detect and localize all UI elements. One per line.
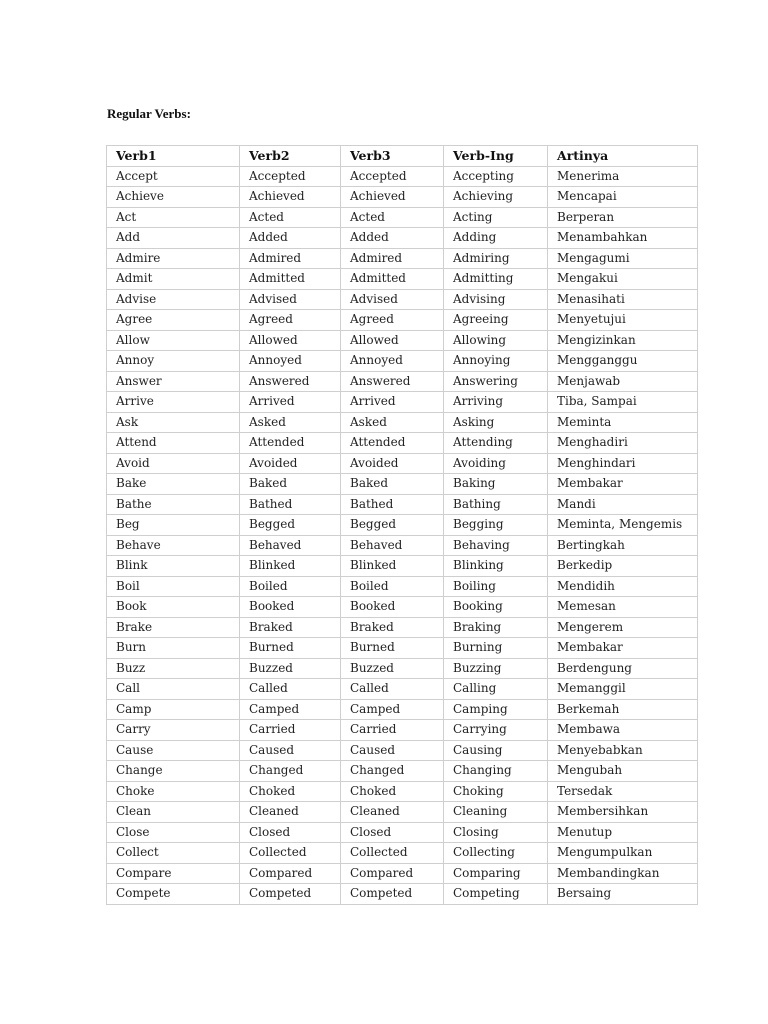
cell-verb3: Advised: [341, 289, 444, 310]
cell-verb2: Buzzed: [240, 658, 341, 679]
table-row: [107, 248, 698, 269]
cell-verb-ing: Acting: [444, 207, 548, 228]
cell-verb1: Book: [107, 597, 240, 618]
table-row: [107, 617, 698, 638]
cell-verb3: Added: [341, 228, 444, 249]
cell-artinya: Membawa: [548, 720, 698, 741]
table-row: [107, 207, 698, 228]
cell-verb1: Buzz: [107, 658, 240, 679]
cell-artinya: Menjawab: [548, 371, 698, 392]
cell-verb3: Accepted: [341, 166, 444, 187]
cell-artinya: Menghadiri: [548, 433, 698, 454]
table-row: [107, 884, 698, 905]
cell-verb1: Clean: [107, 802, 240, 823]
cell-verb1: Compare: [107, 863, 240, 884]
column-header-artinya: Artinya: [548, 146, 698, 167]
cell-verb1: Compete: [107, 884, 240, 905]
column-header-verb-ing: Verb-Ing: [444, 146, 548, 167]
table-row: [107, 720, 698, 741]
cell-verb-ing: Buzzing: [444, 658, 548, 679]
cell-verb-ing: Camping: [444, 699, 548, 720]
cell-verb3: Acted: [341, 207, 444, 228]
table-row: [107, 515, 698, 536]
cell-artinya: Membandingkan: [548, 863, 698, 884]
cell-verb-ing: Accepting: [444, 166, 548, 187]
cell-verb1: Carry: [107, 720, 240, 741]
table-row: [107, 679, 698, 700]
cell-verb2: Carried: [240, 720, 341, 741]
table-row: [107, 474, 698, 495]
cell-verb2: Camped: [240, 699, 341, 720]
cell-artinya: Meminta, Mengemis: [548, 515, 698, 536]
cell-verb3: Annoyed: [341, 351, 444, 372]
cell-artinya: Membakar: [548, 638, 698, 659]
cell-verb-ing: Baking: [444, 474, 548, 495]
cell-verb1: Behave: [107, 535, 240, 556]
cell-verb1: Advise: [107, 289, 240, 310]
cell-verb-ing: Begging: [444, 515, 548, 536]
cell-artinya: Meminta: [548, 412, 698, 433]
cell-verb-ing: Admitting: [444, 269, 548, 290]
cell-artinya: Menghindari: [548, 453, 698, 474]
cell-verb1: Answer: [107, 371, 240, 392]
cell-verb-ing: Comparing: [444, 863, 548, 884]
cell-verb2: Answered: [240, 371, 341, 392]
cell-verb2: Accepted: [240, 166, 341, 187]
cell-verb3: Begged: [341, 515, 444, 536]
cell-verb3: Attended: [341, 433, 444, 454]
table-row: [107, 412, 698, 433]
table-row: [107, 330, 698, 351]
cell-verb1: Admit: [107, 269, 240, 290]
cell-verb-ing: Causing: [444, 740, 548, 761]
table-row: [107, 166, 698, 187]
cell-verb-ing: Competing: [444, 884, 548, 905]
cell-verb3: Arrived: [341, 392, 444, 413]
table-row: [107, 699, 698, 720]
cell-verb3: Compared: [341, 863, 444, 884]
cell-verb1: Avoid: [107, 453, 240, 474]
cell-verb1: Choke: [107, 781, 240, 802]
cell-verb-ing: Blinking: [444, 556, 548, 577]
cell-verb3: Braked: [341, 617, 444, 638]
cell-verb1: Bake: [107, 474, 240, 495]
cell-verb-ing: Asking: [444, 412, 548, 433]
cell-verb2: Begged: [240, 515, 341, 536]
table-header: [107, 146, 698, 167]
cell-verb1: Close: [107, 822, 240, 843]
cell-artinya: Mandi: [548, 494, 698, 515]
cell-verb3: Caused: [341, 740, 444, 761]
cell-artinya: Menyetujui: [548, 310, 698, 331]
table-row: [107, 556, 698, 577]
cell-verb3: Cleaned: [341, 802, 444, 823]
cell-verb2: Choked: [240, 781, 341, 802]
cell-artinya: Mengubah: [548, 761, 698, 782]
document-heading: Regular Verbs:: [107, 106, 191, 121]
cell-verb1: Call: [107, 679, 240, 700]
cell-verb3: Baked: [341, 474, 444, 495]
cell-verb1: Boil: [107, 576, 240, 597]
cell-verb1: Brake: [107, 617, 240, 638]
cell-verb-ing: Collecting: [444, 843, 548, 864]
table-body: [107, 166, 698, 904]
cell-verb2: Collected: [240, 843, 341, 864]
cell-verb-ing: Closing: [444, 822, 548, 843]
cell-verb2: Closed: [240, 822, 341, 843]
cell-artinya: Berkemah: [548, 699, 698, 720]
table-header-row: [107, 146, 698, 167]
cell-verb1: Add: [107, 228, 240, 249]
cell-artinya: Memesan: [548, 597, 698, 618]
cell-artinya: Mengagumi: [548, 248, 698, 269]
cell-verb2: Attended: [240, 433, 341, 454]
cell-verb2: Arrived: [240, 392, 341, 413]
cell-verb-ing: Burning: [444, 638, 548, 659]
cell-artinya: Berperan: [548, 207, 698, 228]
cell-verb2: Blinked: [240, 556, 341, 577]
column-header-verb1: Verb1: [107, 146, 240, 167]
cell-artinya: Menasihati: [548, 289, 698, 310]
cell-verb3: Buzzed: [341, 658, 444, 679]
cell-verb3: Closed: [341, 822, 444, 843]
table-row: [107, 535, 698, 556]
cell-verb3: Bathed: [341, 494, 444, 515]
table-row: [107, 658, 698, 679]
cell-verb-ing: Answering: [444, 371, 548, 392]
cell-verb-ing: Achieving: [444, 187, 548, 208]
cell-verb3: Admitted: [341, 269, 444, 290]
cell-artinya: Bertingkah: [548, 535, 698, 556]
table-row: [107, 289, 698, 310]
table-row: [107, 392, 698, 413]
cell-verb-ing: Annoying: [444, 351, 548, 372]
cell-verb1: Attend: [107, 433, 240, 454]
cell-artinya: Menerima: [548, 166, 698, 187]
cell-verb2: Burned: [240, 638, 341, 659]
verbs-table: [106, 145, 698, 905]
cell-verb-ing: Bathing: [444, 494, 548, 515]
cell-verb-ing: Attending: [444, 433, 548, 454]
cell-verb1: Allow: [107, 330, 240, 351]
cell-artinya: Mengganggu: [548, 351, 698, 372]
cell-verb-ing: Booking: [444, 597, 548, 618]
cell-verb2: Allowed: [240, 330, 341, 351]
cell-artinya: Mencapai: [548, 187, 698, 208]
cell-verb-ing: Changing: [444, 761, 548, 782]
cell-verb-ing: Admiring: [444, 248, 548, 269]
cell-artinya: Mengakui: [548, 269, 698, 290]
table-row: [107, 822, 698, 843]
cell-artinya: Menambahkan: [548, 228, 698, 249]
table-row: [107, 351, 698, 372]
table-row: [107, 597, 698, 618]
cell-verb-ing: Allowing: [444, 330, 548, 351]
cell-verb2: Agreed: [240, 310, 341, 331]
cell-verb3: Changed: [341, 761, 444, 782]
cell-verb2: Bathed: [240, 494, 341, 515]
cell-verb-ing: Agreeing: [444, 310, 548, 331]
cell-verb2: Admitted: [240, 269, 341, 290]
cell-verb2: Baked: [240, 474, 341, 495]
cell-verb1: Annoy: [107, 351, 240, 372]
cell-verb2: Added: [240, 228, 341, 249]
cell-verb-ing: Boiling: [444, 576, 548, 597]
cell-verb2: Annoyed: [240, 351, 341, 372]
cell-verb1: Ask: [107, 412, 240, 433]
cell-verb-ing: Calling: [444, 679, 548, 700]
column-header-verb3: Verb3: [341, 146, 444, 167]
cell-verb3: Achieved: [341, 187, 444, 208]
cell-verb1: Beg: [107, 515, 240, 536]
cell-verb3: Answered: [341, 371, 444, 392]
cell-verb2: Called: [240, 679, 341, 700]
cell-verb1: Agree: [107, 310, 240, 331]
cell-verb2: Braked: [240, 617, 341, 638]
cell-verb3: Asked: [341, 412, 444, 433]
cell-artinya: Bersaing: [548, 884, 698, 905]
table-row: [107, 843, 698, 864]
table-row: [107, 494, 698, 515]
cell-artinya: Mengumpulkan: [548, 843, 698, 864]
table-row: [107, 187, 698, 208]
cell-verb2: Changed: [240, 761, 341, 782]
cell-artinya: Membakar: [548, 474, 698, 495]
cell-verb-ing: Adding: [444, 228, 548, 249]
cell-verb-ing: Carrying: [444, 720, 548, 741]
cell-verb2: Asked: [240, 412, 341, 433]
cell-verb-ing: Avoiding: [444, 453, 548, 474]
cell-verb2: Admired: [240, 248, 341, 269]
cell-verb2: Cleaned: [240, 802, 341, 823]
table-row: [107, 781, 698, 802]
cell-verb3: Burned: [341, 638, 444, 659]
cell-verb3: Agreed: [341, 310, 444, 331]
cell-verb-ing: Advising: [444, 289, 548, 310]
cell-artinya: Berkedip: [548, 556, 698, 577]
cell-verb2: Advised: [240, 289, 341, 310]
cell-verb2: Behaved: [240, 535, 341, 556]
cell-verb2: Boiled: [240, 576, 341, 597]
cell-verb-ing: Choking: [444, 781, 548, 802]
cell-verb1: Act: [107, 207, 240, 228]
table-row: [107, 863, 698, 884]
table-row: [107, 761, 698, 782]
cell-verb3: Carried: [341, 720, 444, 741]
table-row: [107, 269, 698, 290]
cell-verb2: Caused: [240, 740, 341, 761]
cell-verb1: Burn: [107, 638, 240, 659]
table-row: [107, 310, 698, 331]
cell-verb3: Allowed: [341, 330, 444, 351]
cell-verb-ing: Arriving: [444, 392, 548, 413]
cell-verb-ing: Braking: [444, 617, 548, 638]
cell-verb3: Avoided: [341, 453, 444, 474]
cell-artinya: Menyebabkan: [548, 740, 698, 761]
cell-verb1: Camp: [107, 699, 240, 720]
cell-artinya: Memanggil: [548, 679, 698, 700]
cell-artinya: Tersedak: [548, 781, 698, 802]
cell-verb3: Called: [341, 679, 444, 700]
cell-verb3: Choked: [341, 781, 444, 802]
cell-verb1: Achieve: [107, 187, 240, 208]
cell-verb3: Competed: [341, 884, 444, 905]
cell-verb2: Achieved: [240, 187, 341, 208]
cell-verb1: Collect: [107, 843, 240, 864]
cell-artinya: Mengerem: [548, 617, 698, 638]
cell-verb1: Cause: [107, 740, 240, 761]
cell-verb2: Avoided: [240, 453, 341, 474]
cell-verb3: Behaved: [341, 535, 444, 556]
cell-verb2: Competed: [240, 884, 341, 905]
cell-artinya: Berdengung: [548, 658, 698, 679]
cell-verb3: Booked: [341, 597, 444, 618]
cell-verb1: Admire: [107, 248, 240, 269]
table-row: [107, 638, 698, 659]
cell-verb-ing: Cleaning: [444, 802, 548, 823]
cell-verb2: Compared: [240, 863, 341, 884]
cell-verb3: Boiled: [341, 576, 444, 597]
table-row: [107, 228, 698, 249]
table-row: [107, 433, 698, 454]
cell-artinya: Mengizinkan: [548, 330, 698, 351]
table-row: [107, 740, 698, 761]
table-row: [107, 453, 698, 474]
cell-artinya: Tiba, Sampai: [548, 392, 698, 413]
cell-verb1: Blink: [107, 556, 240, 577]
cell-verb1: Change: [107, 761, 240, 782]
cell-artinya: Menutup: [548, 822, 698, 843]
table-row: [107, 371, 698, 392]
cell-verb1: Arrive: [107, 392, 240, 413]
cell-verb1: Accept: [107, 166, 240, 187]
table-row: [107, 576, 698, 597]
cell-verb3: Blinked: [341, 556, 444, 577]
cell-artinya: Mendidih: [548, 576, 698, 597]
cell-artinya: Membersihkan: [548, 802, 698, 823]
cell-verb3: Camped: [341, 699, 444, 720]
cell-verb3: Admired: [341, 248, 444, 269]
cell-verb2: Acted: [240, 207, 341, 228]
cell-verb1: Bathe: [107, 494, 240, 515]
table-row: [107, 802, 698, 823]
cell-verb3: Collected: [341, 843, 444, 864]
cell-verb2: Booked: [240, 597, 341, 618]
cell-verb-ing: Behaving: [444, 535, 548, 556]
column-header-verb2: Verb2: [240, 146, 341, 167]
